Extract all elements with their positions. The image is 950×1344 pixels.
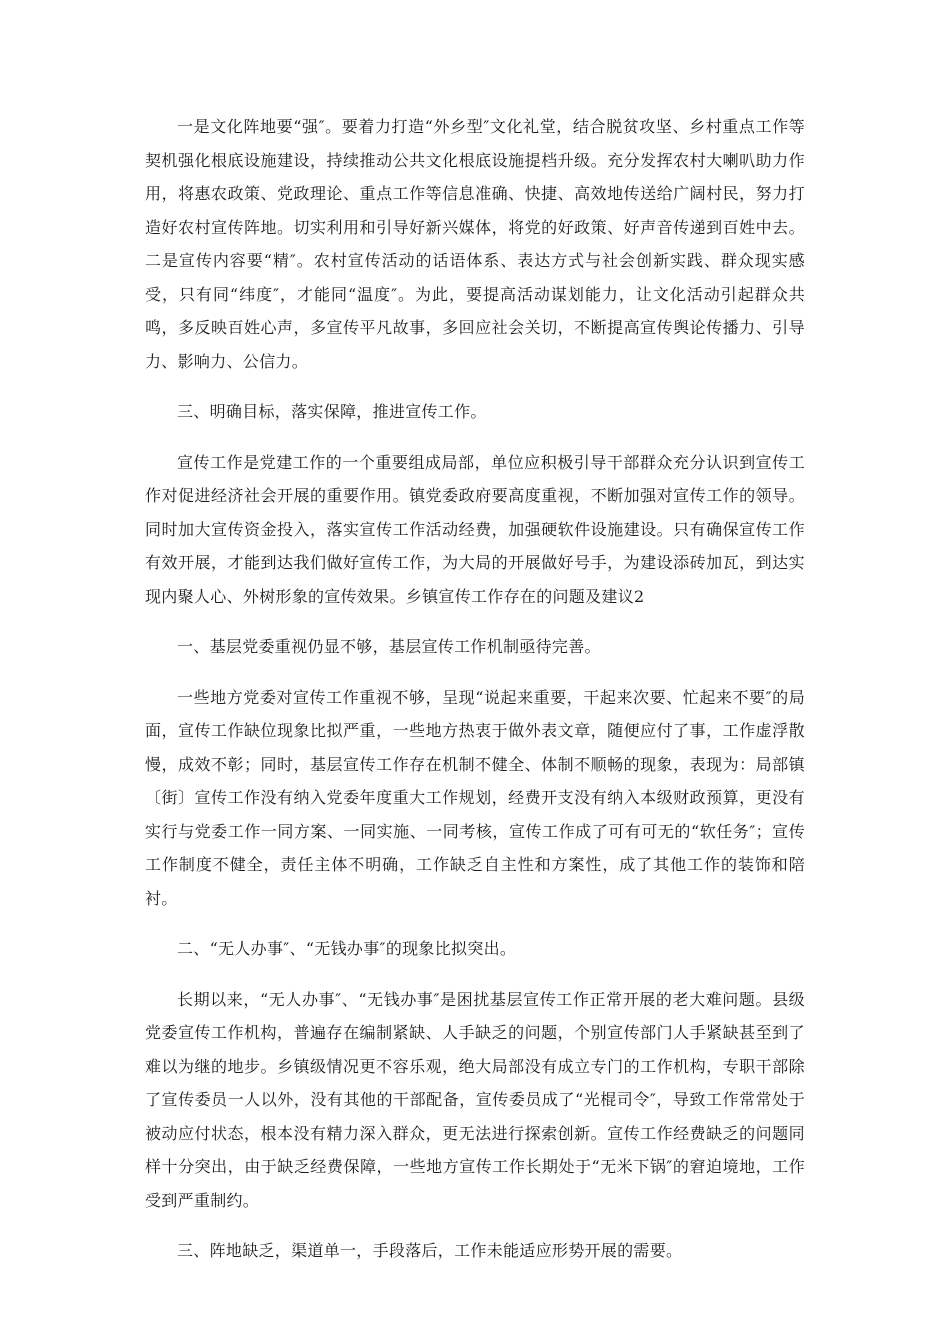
paragraph-publicity-importance: 宣传工作是党建工作的一个重要组成局部，单位应积极引导干部群众充分认识到宣传工作对促进经济社会开展的重要作用。镇党委政府要高度重视，不断加强对宣传工作的领导。同时加大宣传资金投入，落实宣传工作活动经费，加强硬软件设施建设。只有确保宣传工作有效开展，才能到达我们做好宣传工作，为大局的开展做好号手，为建设添砖加瓦，到达实现内聚人心、外树形象的宣传效果。乡镇宣传工作存在的问题及建议2	[145, 452, 805, 606]
heading-no-people-no-money: 二、“无人办事″、“无钱办事″的现象比拟突出。	[177, 939, 517, 958]
document-body	[145, 110, 805, 1285]
heading-lack-of-positions: 三、阵地缺乏，渠道单一，手段落后，工作未能适应形势开展的需要。	[177, 1241, 683, 1260]
heading-clear-goals: 三、明确目标，落实保障，推进宣传工作。	[177, 402, 487, 421]
paragraph-culture-front: 一是文化阵地要“强″。要着力打造“外乡型″文化礼堂，结合脱贫攻坚、乡村重点工作等契机强化根底设施建设，持续推动公共文化根底设施提档升级。充分发挥农村大喇叭助力作用，将惠农政策、党政理论、重点工作等信息准确、快捷、高效地传送给广阔村民，努力打造好农村宣传阵地。切实利用和引导好新兴媒体，将党的好政策、好声音传递到百姓中去。二是宣传内容要“精″。农村宣传活动的话语体系、表达方式与社会创新实践、群众现实感受，只有同“纬度″，才能同“温度″。为此，要提高活动谋划能力，让文化活动引起群众共鸣，多反映百姓心声，多宣传平凡故事，多回应社会关切，不断提高宣传舆论传播力、引导力、影响力、公信力。	[145, 117, 805, 371]
heading-party-attention: 一、基层党委重视仍显不够，基层宣传工作机制亟待完善。	[177, 637, 601, 656]
paragraph-party-attention: 一些地方党委对宣传工作重视不够，呈现“说起来重要，干起来次要、忙起来不要″的局面，宣传工作缺位现象比拟严重，一些地方热衷于做外表文章，随便应付了事，工作虚浮散慢，成效不彰；同时，基层宣传工作存在机制不健全、体制不顺畅的现象，表现为：局部镇〔街〕宣传工作没有纳入党委年度重大工作规划，经费开支没有纳入本级财政预算，更没有实行与党委工作一同方案、一同实施、一同考核，宣传工作成了可有可无的“软任务″；宣传工作制度不健全，责任主体不明确，工作缺乏自主性和方案性，成了其他工作的装饰和陪衬。	[145, 687, 805, 908]
paragraph-no-people-no-money: 长期以来，“无人办事″、“无钱办事″是困扰基层宣传工作正常开展的老大难问题。县级党委宣传工作机构，普遍存在编制紧缺、人手缺乏的问题，个别宣传部门人手紧缺甚至到了难以为继的地步。乡镇级情况更不容乐观，绝大局部没有成立专门的工作机构，专职干部除了宣传委员一人以外，没有其他的干部配备，宣传委员成了“光棍司令″，导致工作常常处于被动应付状态，根本没有精力深入群众，更无法进行探索创新。宣传工作经费缺乏的问题同样十分突出，由于缺乏经费保障，一些地方宣传工作长期处于“无米下锅″的窘迫境地，工作受到严重制约。	[145, 989, 805, 1210]
